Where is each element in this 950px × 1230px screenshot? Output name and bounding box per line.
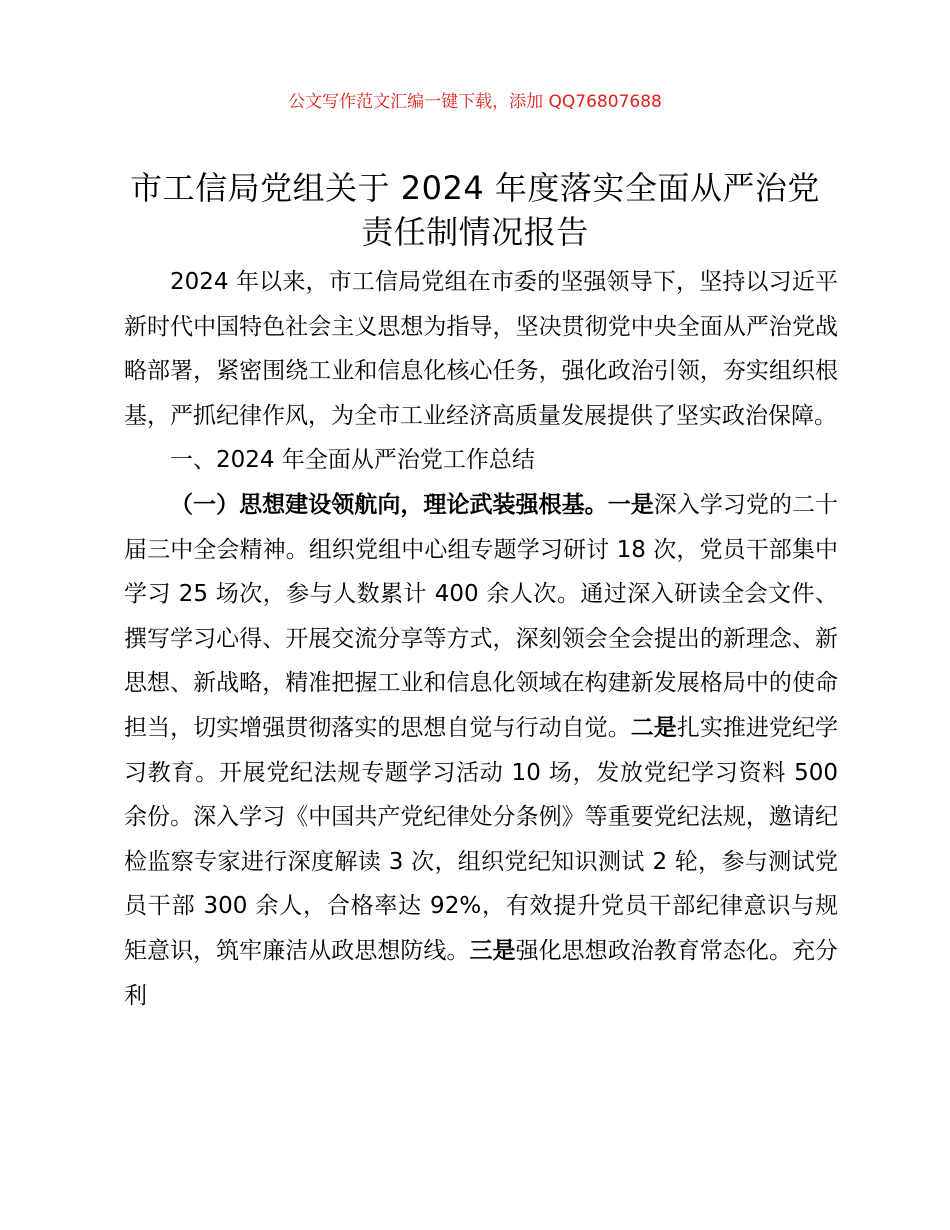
subsection-paragraph — [124, 483, 838, 1018]
title-line-1: 市工信局党组关于 2024 年度落实全面从严治党 — [130, 169, 820, 207]
point-2-text: 扎实推进党纪学习教育。开展党纪法规专题学习活动 10 场，发放党纪学习资料 500 余份。深入学习《中国共产党纪律处分条例》等重要党纪法规，邀请纪检监察专家进行深度解读 3 次，组织党纪知识测试 2 轮，参与测试党员干部 300 余人，合格率达 92%，有效提升党员干部纪律意识与规矩意识，筑牢廉洁从政思想防线。 — [124, 714, 839, 964]
title-line-2: 责任制情况报告 — [361, 213, 589, 251]
point-3-label: 三是 — [469, 937, 516, 964]
subsection-heading: （一）思想建设领航向，理论武装强根基。 — [170, 491, 608, 518]
section-heading: 一、2024 年全面从严治党工作总结 — [170, 447, 535, 474]
point-1-label: 一是 — [607, 491, 654, 518]
point-1-text: 深入学习党的二十届三中全会精神。组织党组中心组专题学习研讨 18 次，党员干部集中学习 25 场次，参与人数累计 400 余人次。通过深入研读全会文件、撰写学习心得、开展交流分享等方式，深刻领会全会提出的新理念、新思想、新战略，精准把握工业和信息化领域在构建新发展格局中的使命担当，切实增强贯彻落实的思想自觉与行动自觉。 — [124, 491, 839, 741]
download-notice: 公文写作范文汇编一键下载，添加 QQ76807688 — [288, 92, 662, 112]
intro-paragraph: 2024 年以来，市工信局党组在市委的坚强领导下，坚持以习近平新时代中国特色社会主义思想为指导，坚决贯彻党中央全面从严治党战略部署，紧密围绕工业和信息化核心任务，强化政治引领，夯实组织根基，严抓纪律作风，为全市工业经济高质量发展提供了坚实政治保障。 — [124, 269, 838, 429]
document-body — [124, 260, 838, 1018]
point-3-text: 强化思想政治教育常态化。充分利 — [124, 937, 839, 1009]
document-title — [110, 166, 840, 254]
point-2-label: 二是 — [630, 714, 677, 741]
